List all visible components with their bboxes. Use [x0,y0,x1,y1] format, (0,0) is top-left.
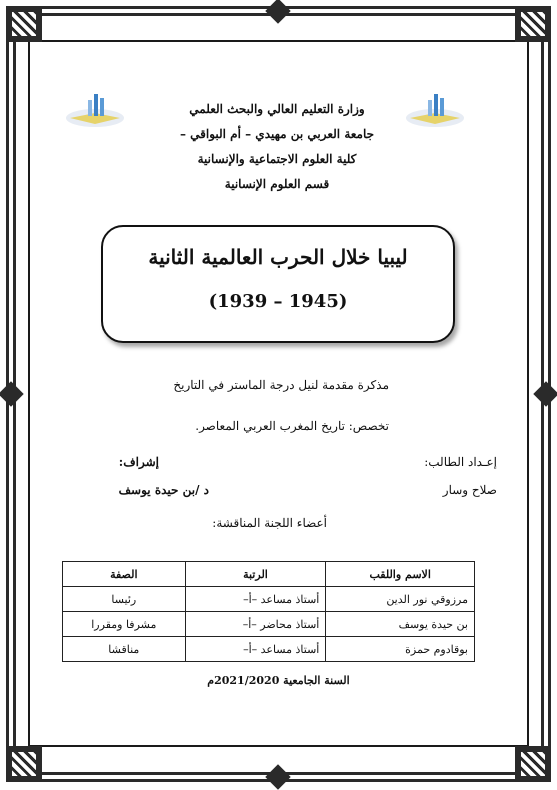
member-role: مناقشا [63,637,186,662]
academic-year: السنة الجامعية 2021/2020م [207,674,350,687]
table-row [63,612,475,637]
member-rank: أستاذ مساعد –أ– [185,587,326,612]
department-name: قسم العلوم الإنسانية [224,177,330,191]
supervisor-label: إشراف: [118,455,159,469]
member-role: رئيسا [63,587,186,612]
university-logo-left [64,88,126,130]
institution-header [147,97,407,197]
memo-description: مذكرة مقدمة لنيل درجة الماستر في التاريخ [173,378,389,392]
thesis-years: (1939 – 1945) [208,291,348,312]
member-rank: أستاذ محاضر –أ– [185,612,326,637]
member-role: مشرفا ومقررا [63,612,186,637]
header-role: الصفة [63,562,186,587]
student-label: إعـداد الطالب: [424,455,497,469]
corner-ornament-bottom-left [6,746,42,782]
faculty-name: كلية العلوم الاجتماعية والإنسانية [197,152,357,166]
corner-ornament-top-right [515,6,551,42]
header-name: الاسم واللقب [326,562,475,587]
university-name: جامعة العربي بن مهيدي – أم البواقي – [179,127,375,141]
committee-label: أعضاء اللجنة المناقشة: [212,516,327,530]
committee-table [62,561,475,662]
specialty-line: تخصص: تاريخ المغرب العربي المعاصر. [195,419,389,433]
table-row [63,587,475,612]
table-header-row [63,562,475,587]
header-rank: الرتبة [185,562,326,587]
ministry-name: وزارة التعليم العالي والبحث العلمي [189,102,365,116]
corner-ornament-bottom-right [515,746,551,782]
member-name: بوقادوم حمزة [326,637,475,662]
member-rank: أستاذ مساعد –أ– [185,637,326,662]
member-name: بن حيدة يوسف [326,612,475,637]
member-name: مرزوقي نور الدين [326,587,475,612]
corner-ornament-top-left [6,6,42,42]
table-row [63,637,475,662]
thesis-title-box [101,225,455,343]
supervisor-name: د /بن حيدة يوسف [118,483,209,497]
university-logo-right [404,88,466,130]
student-name: صلاح وسار [442,483,497,497]
thesis-title: ليبيا خلال الحرب العالمية الثانية [148,245,408,269]
